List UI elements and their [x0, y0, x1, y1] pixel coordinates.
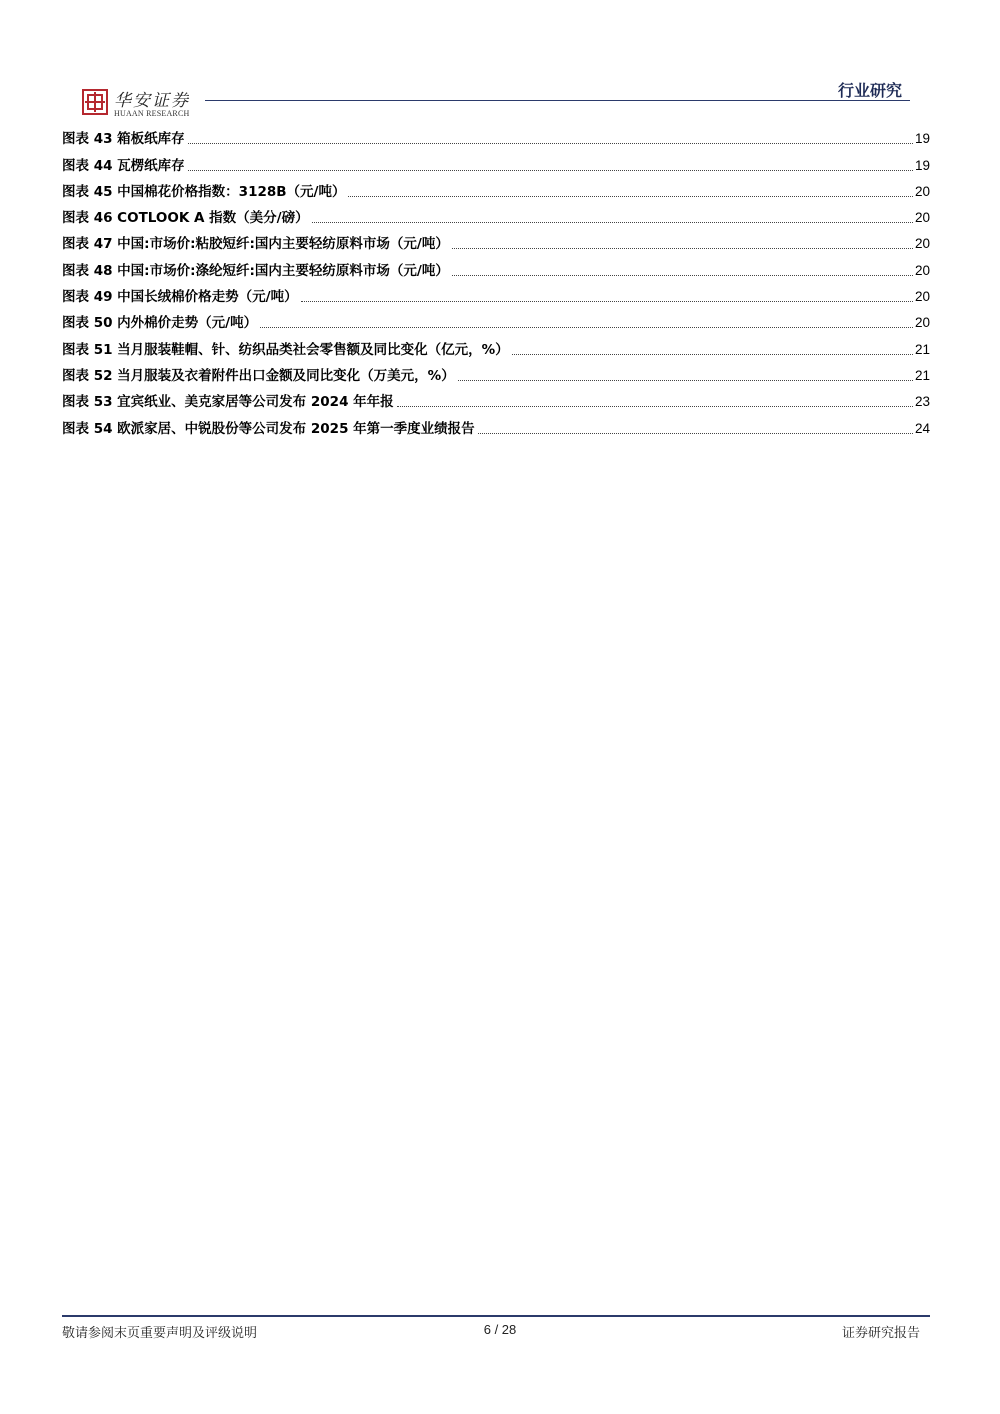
toc-entry-page[interactable]: 21 [914, 367, 930, 383]
toc-entry-page[interactable]: 19 [914, 131, 930, 147]
toc-entry-page[interactable]: 20 [914, 183, 930, 199]
toc-entry-page[interactable]: 20 [914, 315, 930, 331]
toc-leader-dots [478, 433, 913, 434]
footer-rule [62, 1315, 930, 1317]
toc-entry-label[interactable]: 图表 52 当月服装及衣着附件出口金额及同比变化（万美元，%） [62, 367, 455, 384]
toc-entry[interactable] [62, 175, 930, 201]
toc-leader-dots [452, 275, 913, 276]
table-of-figures [62, 122, 930, 438]
toc-entry[interactable] [62, 359, 930, 385]
toc-entry-label[interactable]: 图表 44 瓦楞纸库存 [62, 157, 185, 174]
toc-entry-label[interactable]: 图表 48 中国:市场价:涤纶短纤:国内主要轻纺原料市场（元/吨） [62, 262, 449, 279]
toc-entry-label[interactable]: 图表 50 内外棉价走势（元/吨） [62, 315, 258, 332]
huaan-logo-icon [82, 89, 108, 115]
toc-entry-label[interactable]: 图表 43 箱板纸库存 [62, 131, 185, 148]
toc-entry-page[interactable]: 20 [914, 210, 930, 226]
toc-entry-label[interactable]: 图表 45 中国棉花价格指数：3128B（元/吨） [62, 183, 346, 200]
report-category: 行业研究 [837, 81, 902, 100]
toc-entry-page[interactable]: 21 [914, 341, 930, 357]
toc-entry-label[interactable]: 图表 49 中国长绒棉价格走势（元/吨） [62, 289, 298, 306]
logo-text-en: HUAAN RESEARCH [114, 109, 190, 118]
toc-entry[interactable] [62, 306, 930, 332]
toc-entry-page[interactable]: 20 [914, 289, 930, 305]
toc-entry[interactable] [62, 385, 930, 411]
toc-entry-page[interactable]: 20 [914, 236, 930, 252]
toc-leader-dots [188, 170, 913, 171]
toc-entry-label[interactable]: 图表 51 当月服装鞋帽、针、纺织品类社会零售额及同比变化（亿元，%） [62, 341, 509, 358]
toc-entry[interactable] [62, 411, 930, 437]
toc-entry-label[interactable]: 图表 47 中国:市场价:粘胶短纤:国内主要轻纺原料市场（元/吨） [62, 236, 449, 253]
toc-entry[interactable] [62, 201, 930, 227]
toc-leader-dots [397, 406, 913, 407]
toc-leader-dots [458, 380, 913, 381]
toc-entry-label[interactable]: 图表 53 宜宾纸业、美克家居等公司发布 2024 年年报 [62, 394, 394, 411]
toc-entry[interactable] [62, 280, 930, 306]
toc-entry[interactable] [62, 227, 930, 253]
footer-report-type: 证券研究报告 [841, 1326, 920, 1341]
toc-leader-dots [301, 301, 913, 302]
toc-entry-page[interactable]: 19 [914, 157, 930, 173]
toc-leader-dots [348, 196, 912, 197]
toc-entry-page[interactable]: 24 [914, 420, 930, 436]
toc-entry[interactable] [62, 253, 930, 279]
toc-leader-dots [260, 327, 913, 328]
toc-entry-page[interactable]: 23 [914, 394, 930, 410]
toc-leader-dots [312, 222, 913, 223]
toc-entry-label[interactable]: 图表 46 COTLOOK A 指数（美分/磅） [62, 210, 309, 227]
toc-entry[interactable] [62, 148, 930, 174]
header-rule [205, 100, 910, 101]
page-number: 6 / 28 [483, 1322, 517, 1337]
footer-disclaimer: 敬请参阅末页重要声明及评级说明 [62, 1326, 258, 1341]
page-header [0, 0, 1000, 130]
logo-text-cn: 华安证券 [114, 91, 190, 111]
toc-entry[interactable] [62, 122, 930, 148]
toc-entry-page[interactable]: 20 [914, 262, 930, 278]
toc-leader-dots [512, 354, 913, 355]
toc-entry-label[interactable]: 图表 54 欧派家居、中锐股份等公司发布 2025 年第一季度业绩报告 [62, 420, 475, 437]
toc-leader-dots [452, 248, 913, 249]
toc-leader-dots [188, 143, 913, 144]
toc-entry[interactable] [62, 332, 930, 358]
